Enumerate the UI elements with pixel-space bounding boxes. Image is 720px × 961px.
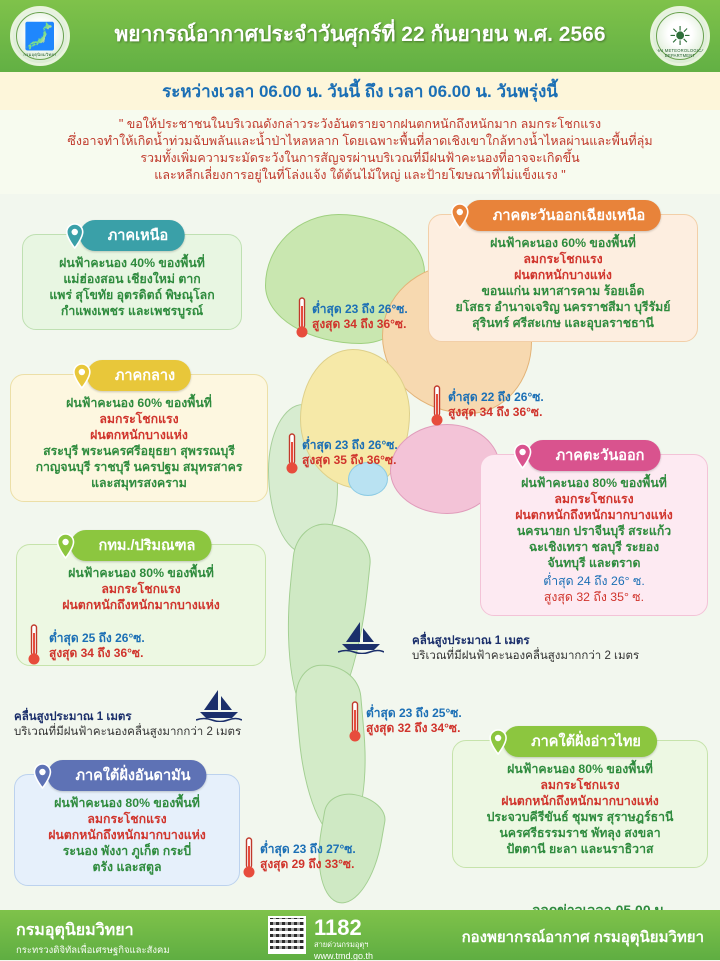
region-gulf-line-4: ประจวบคีรีขันธ์ ชุมพร สุราษฎร์ธานี <box>486 810 674 824</box>
region-bkk-line-3: ฝนตกหนักถึงหนักมากบางแห่ง <box>62 598 220 612</box>
footer-ministry-name: กระทรวงดิจิทัลเพื่อเศรษฐกิจและสังคม <box>16 945 170 956</box>
region-andaman-line-4: ระนอง พังงา ภูเก็ต กระบี่ <box>62 844 192 858</box>
region-title-south-gulf-label: ภาคใต้ฝั่งอ่าวไทย <box>531 734 641 750</box>
header-bar <box>0 0 720 72</box>
region-ne-line-1: ฝนฟ้าคะนอง 60% ของพื้นที่ <box>490 236 636 250</box>
region-bkk-temp-max: สูงสุด 34 ถึง 36°ซ. <box>49 646 144 660</box>
region-north-line-2: แม่ฮ่องสอน เชียงใหม่ ตาก <box>63 272 201 286</box>
thermometer-icon <box>285 432 299 476</box>
region-ne-line-5: ยโสธร อำนาจเจริญ นครราชสีมา บุรีรัมย์ <box>455 300 671 314</box>
region-gulf-line-6: ปัตตานี ยะลา และนราธิวาส <box>506 842 654 856</box>
region-title-northeast <box>465 200 661 231</box>
thermometer-icon <box>242 836 256 880</box>
region-bkk-line-1: ฝนฟ้าคะนอง 80% ของพื้นที่ <box>68 566 214 580</box>
region-card-east[interactable] <box>480 448 708 616</box>
sea-note-andaman <box>14 710 241 740</box>
region-title-east-label: ภาคตะวันออก <box>555 448 645 464</box>
region-ne-temp-max: สูงสุด 34 ถึง 36°ซ. <box>448 405 543 419</box>
warning-line-1: " ขอให้ประชาชนในบริเวณดังกล่าวระวังอันตรายจากฝนตกหนักถึงหนักมาก ลมกระโชกแรง <box>118 117 602 131</box>
region-andaman-temps <box>260 842 356 872</box>
region-bkk-temps <box>49 631 145 661</box>
footer-org-name: กรมอุตุนิยมวิทยา <box>16 922 134 939</box>
region-title-south-andaman <box>47 760 206 791</box>
region-north-temp-max: สูงสุด 34 ถึง 36°ซ. <box>312 317 407 331</box>
region-east-line-2: ลมกระโชกแรง <box>554 492 634 506</box>
page-title: พยากรณ์อากาศประจำวันศุกร์ที่ 22 กันยายน พ.ศ. 2566 <box>114 23 606 46</box>
region-title-northeast-label: ภาคตะวันออกเฉียงเหนือ <box>492 208 646 224</box>
region-central-temp-min: ต่ำสุด 23 ถึง 26°ซ. <box>302 438 398 452</box>
region-andaman-temp-max: สูงสุด 29 ถึง 33°ซ. <box>260 857 355 871</box>
region-title-south-andaman-label: ภาคใต้ฝั่งอันดามัน <box>75 768 191 784</box>
region-central-line-6: และสมุทรสงคราม <box>91 476 187 490</box>
region-north-temps <box>312 302 408 332</box>
logo-right-caption: THAI METEOROLOGICAL DEPARTMENT <box>653 48 707 58</box>
map-pin-icon <box>487 729 509 755</box>
region-central-line-5: กาญจนบุรี ราชบุรี นครปฐม สมุทรสาคร <box>35 460 243 474</box>
region-andaman-temp-min: ต่ำสุด 23 ถึง 27°ซ. <box>260 842 356 856</box>
garuda-emblem-icon: 🗾 กรมอุตุนิยมวิทยา <box>10 6 70 66</box>
sea-note-andaman-title: คลื่นสูงประมาณ 1 เมตร <box>14 711 132 723</box>
region-east-line-5: ฉะเชิงเทรา ชลบุรี ระยอง <box>528 540 660 554</box>
map-pin-icon <box>55 533 77 559</box>
map-pin-icon <box>31 763 53 789</box>
thermometer-icon <box>348 700 362 744</box>
region-central-line-3: ฝนตกหนักบางแห่ง <box>90 428 188 442</box>
warning-block <box>0 110 720 194</box>
region-title-south-gulf <box>503 726 657 757</box>
region-north-line-1: ฝนฟ้าคะนอง 40% ของพื้นที่ <box>59 256 205 270</box>
region-ne-line-2: ลมกระโชกแรง <box>523 252 603 266</box>
region-ne-temp-min: ต่ำสุด 22 ถึง 26°ซ. <box>448 390 544 404</box>
thermometer-icon <box>27 623 41 667</box>
region-ne-line-6: สุรินทร์ ศรีสะเกษ และอุบลราชธานี <box>472 316 654 330</box>
region-ne-line-3: ฝนตกหนักบางแห่ง <box>514 268 612 282</box>
region-card-bangkok[interactable] <box>16 538 266 666</box>
peninsula-temp-min: ต่ำสุด 23 ถึง 25°ซ. <box>366 706 462 720</box>
region-east-temp-max: สูงสุด 32 ถึง 35° ซ. <box>543 590 645 604</box>
hotline-label: สายด่วนกรมอุตุฯ <box>314 940 369 949</box>
region-north-temp-min: ต่ำสุด 23 ถึง 26°ซ. <box>312 302 408 316</box>
logo-left-caption: กรมอุตุนิยมวิทยา <box>23 52 57 57</box>
region-central-line-4: สระบุรี พระนครศรีอยุธยา สุพรรณบุรี <box>43 444 235 458</box>
warning-line-3: รวมทั้งเพิ่มความระมัดระวังในการสัญจรผ่านบริเวณที่มีฝนฟ้าคะนองที่อาจจะเกิดขึ้น <box>140 151 580 165</box>
region-gulf-line-2: ลมกระโชกแรง <box>540 778 620 792</box>
region-title-east <box>528 440 661 471</box>
sea-note-gulf-title: คลื่นสูงประมาณ 1 เมตร <box>412 635 530 647</box>
map-pin-icon <box>71 363 93 389</box>
region-title-central-label: ภาคกลาง <box>114 368 176 384</box>
region-andaman-line-3: ฝนตกหนักถึงหนักมากบางแห่ง <box>48 828 206 842</box>
region-andaman-line-5: ตรัง และสตูล <box>92 860 162 874</box>
region-central-line-1: ฝนฟ้าคะนอง 60% ของพื้นที่ <box>66 396 212 410</box>
region-card-northeast[interactable] <box>428 208 698 342</box>
region-north-line-3: แพร่ สุโขทัย อุตรดิตถ์ พิษณุโลก <box>49 288 215 302</box>
website-url[interactable]: www.tmd.go.th <box>314 951 374 961</box>
tmd-logo-icon: ☀ THAI METEOROLOGICAL DEPARTMENT <box>650 6 710 66</box>
region-card-south-andaman[interactable] <box>14 768 240 886</box>
map-pin-icon <box>449 203 471 229</box>
region-ne-line-4: ขอนแก่น มหาสารคาม ร้อยเอ็ด <box>481 284 645 298</box>
footer-organization <box>16 918 170 958</box>
region-east-temp-min: ต่ำสุด 24 ถึง 26° ซ. <box>543 574 645 588</box>
map-pin-icon <box>64 223 86 249</box>
region-east-line-4: นครนายก ปราจีนบุรี สระแก้ว <box>516 524 672 538</box>
region-east-line-1: ฝนฟ้าคะนอง 80% ของพื้นที่ <box>521 476 667 490</box>
region-card-south-gulf[interactable] <box>452 734 708 868</box>
sea-note-gulf-sub: บริเวณที่มีฝนฟ้าคะนองคลื่นสูงมากกว่า 2 เมตร <box>412 650 640 662</box>
region-andaman-line-1: ฝนฟ้าคะนอง 80% ของพื้นที่ <box>54 796 200 810</box>
forecast-period-bar <box>0 72 720 110</box>
sea-note-andaman-sub: บริเวณที่มีฝนฟ้าคะนองคลื่นสูงมากกว่า 2 เมตร <box>14 726 242 738</box>
region-bkk-line-2: ลมกระโชกแรง <box>101 582 181 596</box>
footer-department: กองพยากรณ์อากาศ กรมอุตุนิยมวิทยา <box>461 929 704 946</box>
region-card-north[interactable] <box>22 228 242 330</box>
region-title-bangkok-label: กทม./ปริมณฑล <box>98 538 196 554</box>
thermometer-icon <box>295 296 309 340</box>
map-area <box>0 194 720 910</box>
region-title-central <box>87 360 191 391</box>
map-pin-icon <box>512 443 534 469</box>
thermometer-icon <box>430 384 444 428</box>
region-ne-temps <box>448 390 544 420</box>
region-gulf-line-5: นครศรีธรรมราช พัทลุง สงขลา <box>499 826 661 840</box>
region-bkk-temp-min: ต่ำสุด 25 ถึง 26°ซ. <box>49 631 145 645</box>
peninsula-temps <box>366 706 462 736</box>
hotline-block <box>314 917 373 961</box>
region-title-north-label: ภาคเหนือ <box>107 228 169 244</box>
warning-line-4: และหลีกเลี่ยงการอยู่ในที่โล่งแจ้ง ใต้ต้นไม้ใหญ่ และป้ายโฆษณาที่ไม่แข็งแรง " <box>154 168 566 182</box>
footer-bar <box>0 910 720 960</box>
hotline-number: 1182 <box>314 915 362 940</box>
region-card-central[interactable] <box>10 368 268 502</box>
peninsula-temp-max: สูงสุด 32 ถึง 34°ซ. <box>366 721 461 735</box>
sea-note-gulf <box>412 634 639 664</box>
region-title-north <box>80 220 185 251</box>
forecast-period-text: ระหว่างเวลา 06.00 น. วันนี้ ถึง เวลา 06.00 น. วันพรุ่งนี้ <box>162 81 558 101</box>
warning-line-2: ซึ่งอาจทำให้เกิดน้ำท่วมฉับพลันและน้ำป่าไหลหลาก โดยเฉพาะพื้นที่ลาดเชิงเขาใกล้ทางน้ำไหลผ่านและพื้นที่ลุ่ม <box>67 134 653 148</box>
region-east-line-6: จันทบุรี และตราด <box>547 556 641 570</box>
region-north-line-4: กำแพงเพชร และเพชรบูรณ์ <box>60 304 204 318</box>
region-andaman-line-2: ลมกระโชกแรง <box>87 812 167 826</box>
region-central-line-2: ลมกระโชกแรง <box>99 412 179 426</box>
region-central-temp-max: สูงสุด 35 ถึง 36°ซ. <box>302 453 397 467</box>
region-gulf-line-1: ฝนฟ้าคะนอง 80% ของพื้นที่ <box>507 762 653 776</box>
qr-code-icon[interactable] <box>268 916 306 954</box>
sailboat-icon <box>338 620 384 654</box>
region-east-line-3: ฝนตกหนักถึงหนักมากบางแห่ง <box>515 508 673 522</box>
region-title-bangkok <box>71 530 212 561</box>
region-central-temps <box>302 438 398 468</box>
region-gulf-line-3: ฝนตกหนักถึงหนักมากบางแห่ง <box>501 794 659 808</box>
